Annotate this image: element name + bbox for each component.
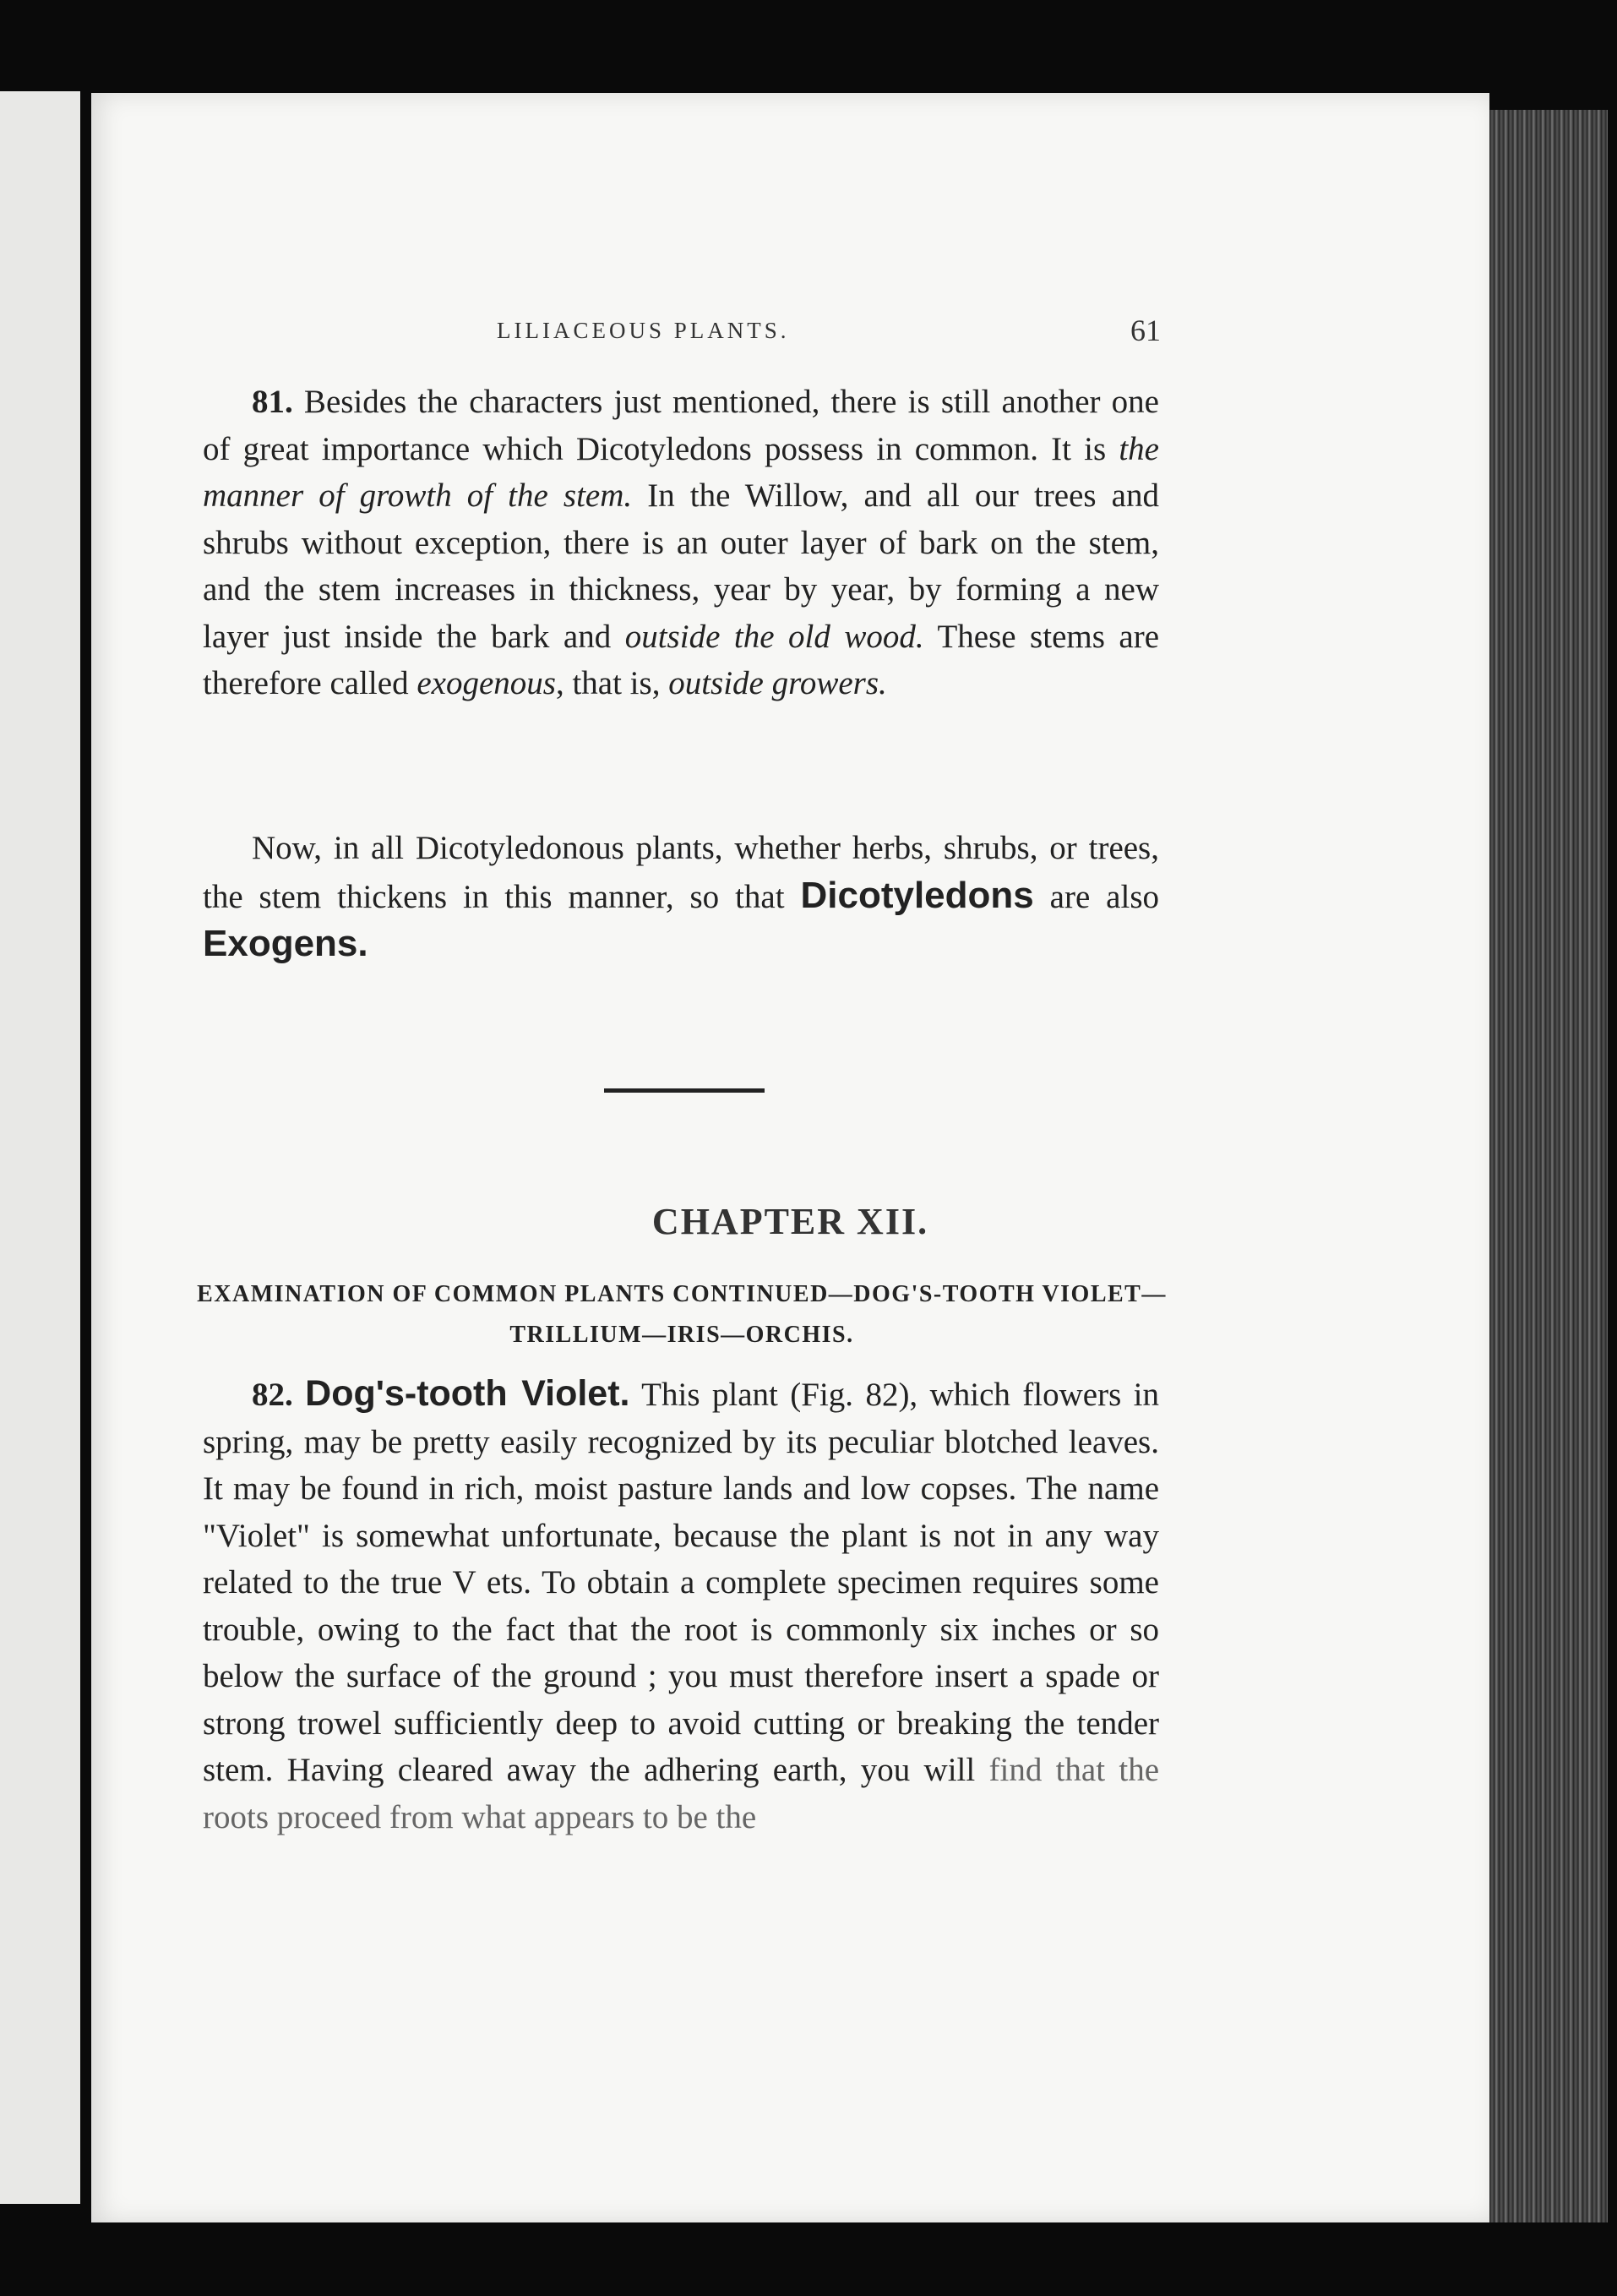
chapter-title: CHAPTER XII. (651, 1201, 929, 1242)
paragraph-text: , that is, (555, 665, 669, 701)
paragraph-number: 82. (252, 1377, 293, 1413)
section-heading: Dog's-tooth Violet. (305, 1373, 630, 1414)
italic-phrase: the manner of growth of the stem. (203, 430, 1159, 514)
faded-last-line: find that the roots proceed from what appears to be the (203, 1752, 1159, 1835)
chapter-subtitle: EXAMINATION OF COMMON PLANTS CONTINUED—DOG'S-TOOTH VIOLET—TRILLIUM—IRIS—ORCHIS. (197, 1281, 1167, 1348)
paragraph-82 (203, 1371, 1159, 1841)
paragraph-text: This plant (Fig. 82), which flowers in spring, may be pretty easily recognized by its peculiar blotched leaves. It may be found in rich, moist pasture lands and low copses. The name "Violet" is somewhat unfortunate, because the plant is not in any way related to the true V ets. To obtain a complete specimen requires some trouble, owing to the fact that the root is commonly six inches or so below the surface of the ground ; you must therefore insert a spade or strong trowel sufficiently deep to avoid cutting or breaking the tender stem. Having cleared away the adhering earth, you will (203, 1377, 1159, 1788)
paragraph-81 (203, 379, 1159, 707)
italic-phrase: outside growers. (668, 665, 887, 701)
paragraph-number: 81. (252, 384, 293, 420)
paragraph-text: Now, in all Dicotyledonous plants, whether herbs, shrubs, or trees, the stem thickens in this manner, so that (203, 830, 1159, 915)
paragraph-text: These stems are therefore called (203, 618, 1160, 701)
page-number: 61 (1130, 314, 1161, 347)
paragraph-text: In the Willow, and all our trees and shrubs without exception, there is an outer layer of bark on the stem, and the stem increases in thickness, year by year, by forming a new layer just inside the bark and (203, 477, 1159, 655)
section-divider (604, 1088, 765, 1093)
paragraph-text: Besides the characters just mentioned, there is still another one of great importance which Dicotyledons possess in common. It is (203, 384, 1159, 467)
running-title: LILIACEOUS PLANTS. (497, 318, 790, 343)
running-head (91, 314, 1489, 352)
italic-phrase: exogenous (416, 665, 556, 701)
left-page-edge (0, 91, 80, 2204)
italic-phrase: outside the old wood. (624, 618, 924, 655)
page-stack-edge (1489, 110, 1608, 2222)
paragraph-exogens (203, 825, 1159, 969)
paragraph-text: are also (1033, 878, 1160, 915)
bold-term: Exogens. (203, 923, 368, 964)
bold-term: Dicotyledons (800, 874, 1034, 916)
